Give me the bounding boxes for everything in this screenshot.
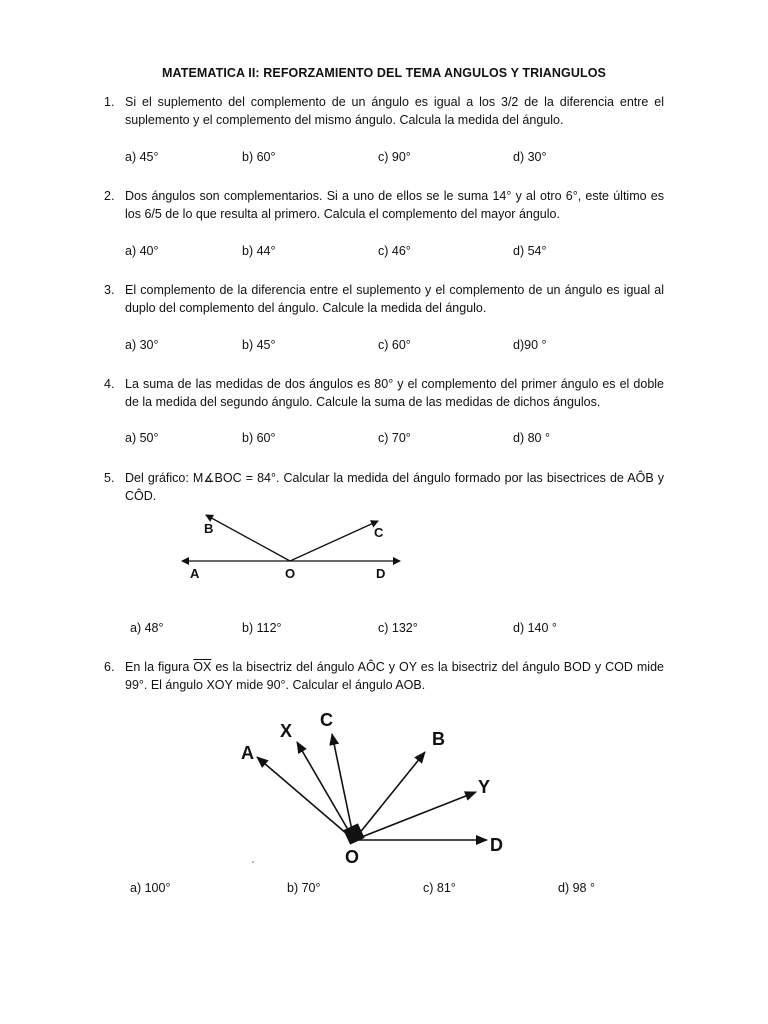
option-a: a) 30° [125, 338, 159, 352]
label-c6: C [320, 710, 333, 730]
option-b: b) 44° [242, 244, 276, 258]
options-6 [130, 881, 690, 899]
option-d: d)90 ° [513, 338, 547, 352]
question-text: El complemento de la diferencia entre el suplemento y el complemento de un ángulo es igual al duplo del complemento del ángulo. Calcule la medida del ángulo. [125, 283, 664, 315]
question-text-part: es la bisectriz del ángulo AÔC y OY es la bisectriz del ángulo BOD y COD mide 99°. El ángulo XOY mide 90°. Calcular el ángulo AOB. [125, 660, 664, 692]
option-c: c) 132° [378, 621, 418, 635]
label-a: A [190, 566, 200, 581]
label-o: O [285, 566, 296, 581]
ray-oc [290, 521, 378, 561]
option-c: c) 70° [378, 431, 411, 445]
label-d: D [376, 566, 386, 581]
question-text: Del gráfico: M∡BOC = 84°. Calcular la medida del ángulo formado por las bisectrices de AÔB y CÔD. [125, 471, 664, 503]
option-c: c) 60° [378, 338, 411, 352]
question-text: Si el suplemento del complemento de un ángulo es igual a los 3/2 de la diferencia entre el suplemento y el complemento del mismo ángulo. Calcula la medida del ángulo. [125, 95, 664, 127]
option-d: d) 30° [513, 150, 547, 164]
question-text: La suma de las medidas de dos ángulos es 80° y el complemento del primer ángulo es el doble de la medida del segundo ángulo. Calcule la suma de las medidas de dichos ángulos. [125, 377, 664, 409]
blue-dot [252, 861, 254, 863]
ray-oy6 [354, 792, 476, 840]
options-5 [130, 621, 690, 639]
option-b: b) 45° [242, 338, 276, 352]
option-c: c) 46° [378, 244, 411, 258]
question-text: Dos ángulos son complementarios. Si a uno de ellos se le suma 14° y al otro 6°, este último es los 6/5 de lo que resulta al primero. Calcula el complemento del mayor ángulo. [125, 189, 664, 221]
label-c: C [374, 525, 384, 540]
option-b: b) 70° [287, 881, 321, 895]
option-d: d) 80 ° [513, 431, 550, 445]
option-b: b) 60° [242, 150, 276, 164]
option-a: a) 50° [125, 431, 159, 445]
question-number: 3. [104, 283, 115, 297]
label-o6: O [345, 847, 360, 867]
label-b: B [204, 521, 214, 536]
question-number: 2. [104, 189, 115, 203]
option-d: d) 98 ° [558, 881, 595, 895]
option-a: a) 45° [125, 150, 159, 164]
label-y6: Y [478, 777, 491, 797]
question-number: 5. [104, 471, 115, 485]
question-number: 1. [104, 95, 115, 109]
option-c: c) 90° [378, 150, 411, 164]
label-d6: D [490, 835, 503, 855]
option-a: a) 40° [125, 244, 159, 258]
ray-ob [206, 515, 290, 561]
question-number: 4. [104, 377, 115, 391]
option-b: b) 112° [242, 621, 282, 635]
label-x6: X [280, 721, 293, 741]
question-text-part: En la figura [125, 660, 194, 674]
label-a6: A [241, 743, 254, 763]
option-b: b) 60° [242, 431, 276, 445]
label-b6: B [432, 729, 445, 749]
question-number: 6. [104, 660, 115, 674]
page-title: MATEMATICA II: REFORZAMIENTO DEL TEMA ANGULOS Y TRIANGULOS [162, 66, 606, 80]
ray-ox6 [297, 742, 354, 840]
option-d: d) 54° [513, 244, 547, 258]
question-6 [104, 658, 664, 694]
overlined-segment: $\overline{OX}$ [193, 660, 212, 674]
option-c: c) 81° [423, 881, 456, 895]
question-text [125, 658, 664, 694]
option-d: d) 140 ° [513, 621, 557, 635]
option-a: a) 100° [130, 881, 171, 895]
option-a: a) 48° [130, 621, 164, 635]
